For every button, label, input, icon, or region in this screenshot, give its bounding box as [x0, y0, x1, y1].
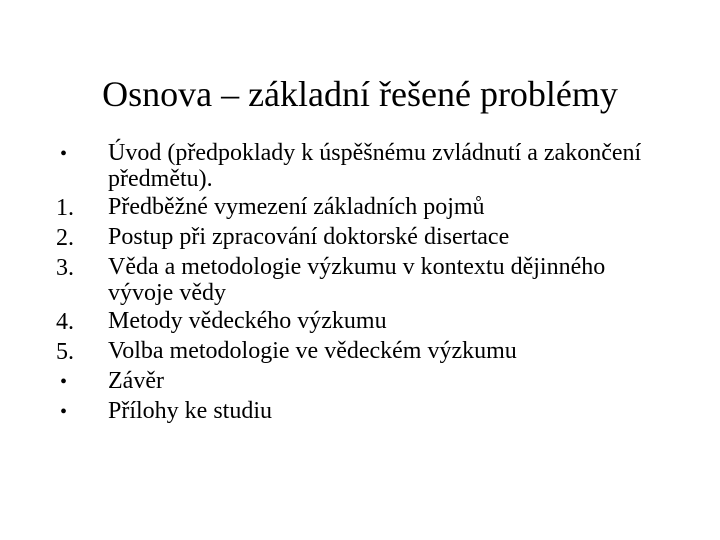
- list-item: [56, 338, 656, 366]
- list-item: [56, 308, 656, 336]
- slide-title: Osnova – základní řešené problémy: [102, 74, 618, 114]
- number-marker: 4.: [56, 309, 74, 335]
- number-marker: 3.: [56, 255, 74, 281]
- outline-list: [56, 140, 656, 426]
- list-item-text: Přílohy ke studiu: [108, 398, 273, 424]
- bullet-marker: •: [60, 143, 68, 165]
- number-marker: 2.: [56, 225, 74, 251]
- list-item: [56, 140, 656, 192]
- list-item: [56, 254, 656, 306]
- list-item: [56, 224, 656, 252]
- list-item: [56, 398, 656, 426]
- list-item-text: Předběžné vymezení základních pojmů: [108, 194, 485, 220]
- list-item-text: Postup při zpracování doktorské disertace: [108, 224, 510, 250]
- list-item-text: Závěr: [108, 368, 164, 394]
- number-marker: 5.: [56, 339, 74, 365]
- list-item-text: Volba metodologie ve vědeckém výzkumu: [108, 338, 517, 364]
- number-marker: 1.: [56, 195, 74, 221]
- bullet-marker: •: [60, 401, 68, 423]
- list-item-text: Metody vědeckého výzkumu: [108, 308, 387, 334]
- bullet-marker: •: [60, 371, 68, 393]
- list-item-text: Věda a metodologie výzkumu v kontextu dějinného vývoje vědy: [108, 254, 606, 306]
- list-item: [56, 194, 656, 222]
- list-item-text: Úvod (předpoklady k úspěšnému zvládnutí a zakončení předmětu).: [108, 140, 642, 192]
- list-item: [56, 368, 656, 396]
